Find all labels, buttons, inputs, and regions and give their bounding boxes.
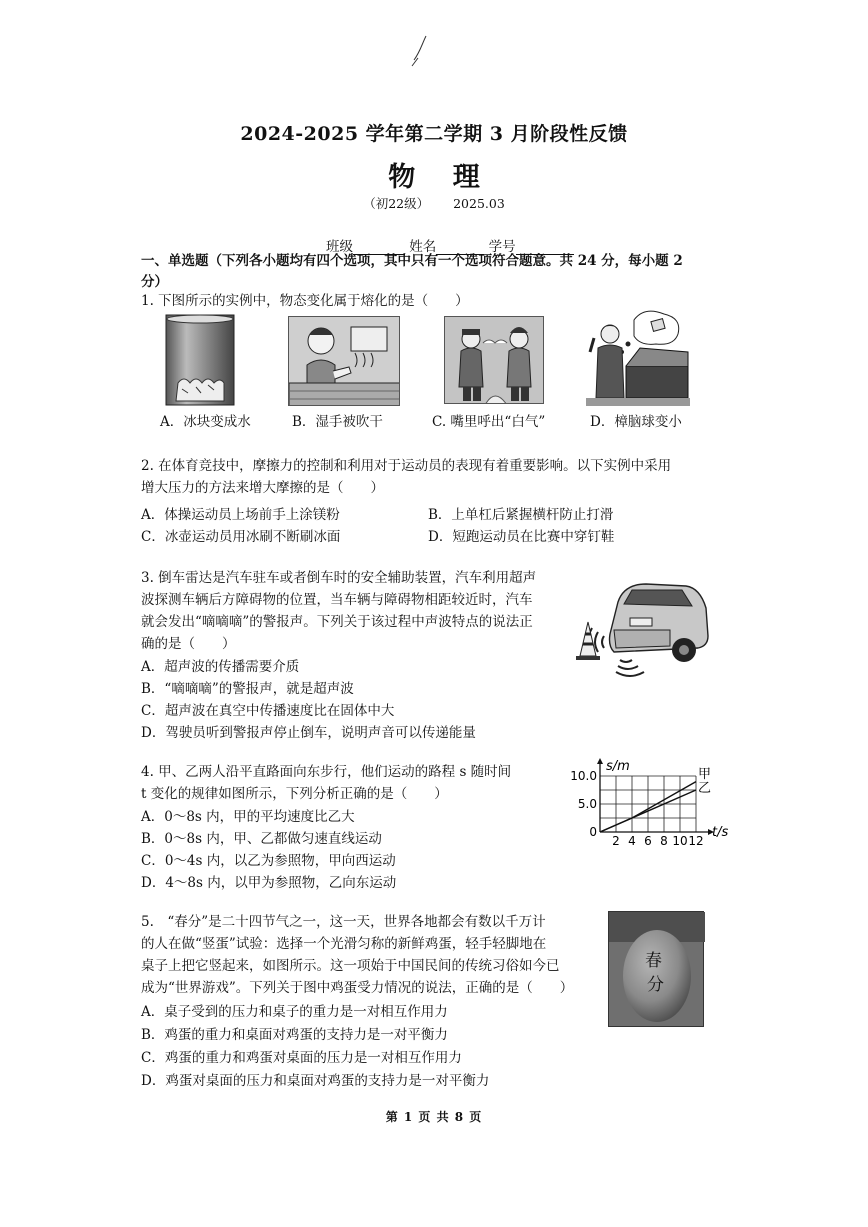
- q3-option-c[interactable]: C．超声波在真空中传播速度比在固体中大: [141, 703, 395, 719]
- q2-option-a[interactable]: A．体操运动员上场前手上涂镁粉: [141, 507, 340, 523]
- x-tick-label: 2: [612, 834, 620, 848]
- section-heading: [141, 251, 737, 293]
- q1-image-c: [444, 316, 544, 404]
- grade-label: （初22级）: [363, 196, 430, 211]
- q5-line4: 成为“世界游戏”。下列关于图中鸡蛋受力情况的说法，正确的是（ ）: [141, 980, 574, 996]
- y-tick-label: 0: [589, 825, 597, 839]
- q3-option-b[interactable]: B．“嘀嘀嘀”的警报声，就是超声波: [141, 681, 354, 697]
- y-axis-arrow: [597, 758, 603, 764]
- x-axis-label: t/s: [712, 825, 729, 840]
- x-tick-label: 12: [688, 834, 704, 848]
- x-tick-label: 10: [672, 834, 688, 848]
- x-tick-label: 6: [644, 834, 652, 848]
- q4-option-b[interactable]: B．0～8s 内，甲、乙都做匀速直线运动: [141, 831, 382, 847]
- subject-title: 物 理: [388, 162, 494, 193]
- q3-line3: 就会发出“嘀嘀嘀”的警报声。下列关于该过程中声波特点的说法正: [141, 614, 533, 630]
- q5-option-d[interactable]: D．鸡蛋对桌面的压力和桌面对鸡蛋的支持力是一对平衡力: [141, 1073, 490, 1089]
- q2-option-c[interactable]: C．冰壶运动员用冰刷不断刷冰面: [141, 529, 341, 545]
- q5-egg-image: [608, 911, 704, 1027]
- q1-image-b: [288, 316, 400, 406]
- q4-line2: t 变化的规律如图所示，下列分析正确的是（ ）: [141, 786, 448, 802]
- q1-image-a: [162, 313, 238, 407]
- q3-option-a[interactable]: A．超声波的传播需要介质: [141, 659, 300, 675]
- egg-text-2: 分: [647, 975, 664, 995]
- class-label: 班级: [326, 239, 353, 255]
- q4-option-a[interactable]: A．0～8s 内，甲的平均速度比乙大: [141, 809, 355, 825]
- series-label-jia: 甲: [698, 767, 712, 782]
- q2-line2: 增大压力的方法来增大摩擦的是（ ）: [141, 480, 384, 496]
- section-heading-line2: 分）: [141, 274, 168, 290]
- x-tick-label: 8: [660, 834, 668, 848]
- pencil-mark: [408, 34, 430, 68]
- series-label-yi: 乙: [698, 781, 712, 796]
- q1-option-a[interactable]: A．冰块变成水: [160, 414, 251, 430]
- q3-car-image: [574, 578, 710, 680]
- id-label: 学号: [488, 239, 516, 255]
- q5-line2: 的人在做“竖蛋”试验：选择一个光滑匀称的新鲜鸡蛋，轻手轻脚地在: [141, 936, 547, 952]
- q1-option-c[interactable]: C. 嘴里呼出“白气”: [432, 414, 546, 430]
- st-graph: [562, 758, 742, 854]
- q4-option-c[interactable]: C．0～4s 内，以乙为参照物，甲向西运动: [141, 853, 396, 869]
- egg-text-1: 春: [645, 951, 662, 971]
- date-label: 2025.03: [453, 196, 505, 211]
- q3-line1: 3. 倒车雷达是汽车驻车或者倒车时的安全辅助装置，汽车利用超声: [141, 570, 537, 586]
- q3-line4: 确的是（ ）: [141, 636, 236, 652]
- q1-image-d: [586, 308, 690, 406]
- q5-option-b[interactable]: B．鸡蛋的重力和桌面对鸡蛋的支持力是一对平衡力: [141, 1027, 448, 1043]
- y-tick-label: 5.0: [577, 797, 597, 811]
- name-label: 姓名: [409, 239, 437, 255]
- q1-stem: 1. 下图所示的实例中，物态变化属于熔化的是（ ）: [141, 293, 469, 309]
- q4-option-d[interactable]: D．4～8s 内，以甲为参照物，乙向东运动: [141, 875, 397, 891]
- q2-option-d[interactable]: D．短跑运动员在比赛中穿钉鞋: [428, 529, 615, 545]
- section-heading-line1: 一、单选题（下列各小题均有四个选项，其中只有一个选项符合题意。共 24 分，每小题 2: [141, 253, 683, 269]
- q5-option-a[interactable]: A．桌子受到的压力和桌子的重力是一对相互作用力: [141, 1004, 448, 1020]
- x-tick-label: 4: [628, 834, 636, 848]
- q5-line3: 桌子上把它竖起来，如图所示。这一项始于中国民间的传统习俗如今已: [141, 958, 560, 974]
- y-tick-label: 10.0: [570, 769, 597, 783]
- q4-line1: 4. 甲、乙两人沿平直路面向东步行，他们运动的路程 s 随时间: [141, 764, 512, 780]
- page-number: 第 1 页 共 8 页: [385, 1110, 483, 1124]
- exam-title: 2024-2025 学年第二学期 3 月阶段性反馈: [240, 123, 628, 145]
- q1-option-d[interactable]: D．樟脑球变小: [590, 414, 682, 430]
- q3-line2: 波探测车辆后方障碍物的位置，当车辆与障碍物相距较近时，汽车: [141, 592, 533, 608]
- grade-date: [0, 194, 868, 212]
- q2-option-b[interactable]: B．上单杠后紧握横杆防止打滑: [428, 507, 614, 523]
- q5-option-c[interactable]: C．鸡蛋的重力和鸡蛋对桌面的压力是一对相互作用力: [141, 1050, 462, 1066]
- q3-option-d[interactable]: D．驾驶员听到警报声停止倒车，说明声音可以传递能量: [141, 725, 476, 741]
- chart-grid: [600, 776, 696, 832]
- q5-line1: 5. “春分”是二十四节气之一，这一天，世界各地都会有数以千万计: [141, 914, 546, 930]
- q2-line1: 2. 在体育竞技中，摩擦力的控制和利用对于运动员的表现有着重要影响。以下实例中采用: [141, 458, 672, 474]
- q1-option-b[interactable]: B．湿手被吹干: [292, 414, 383, 430]
- y-axis-label: s/m: [606, 759, 630, 774]
